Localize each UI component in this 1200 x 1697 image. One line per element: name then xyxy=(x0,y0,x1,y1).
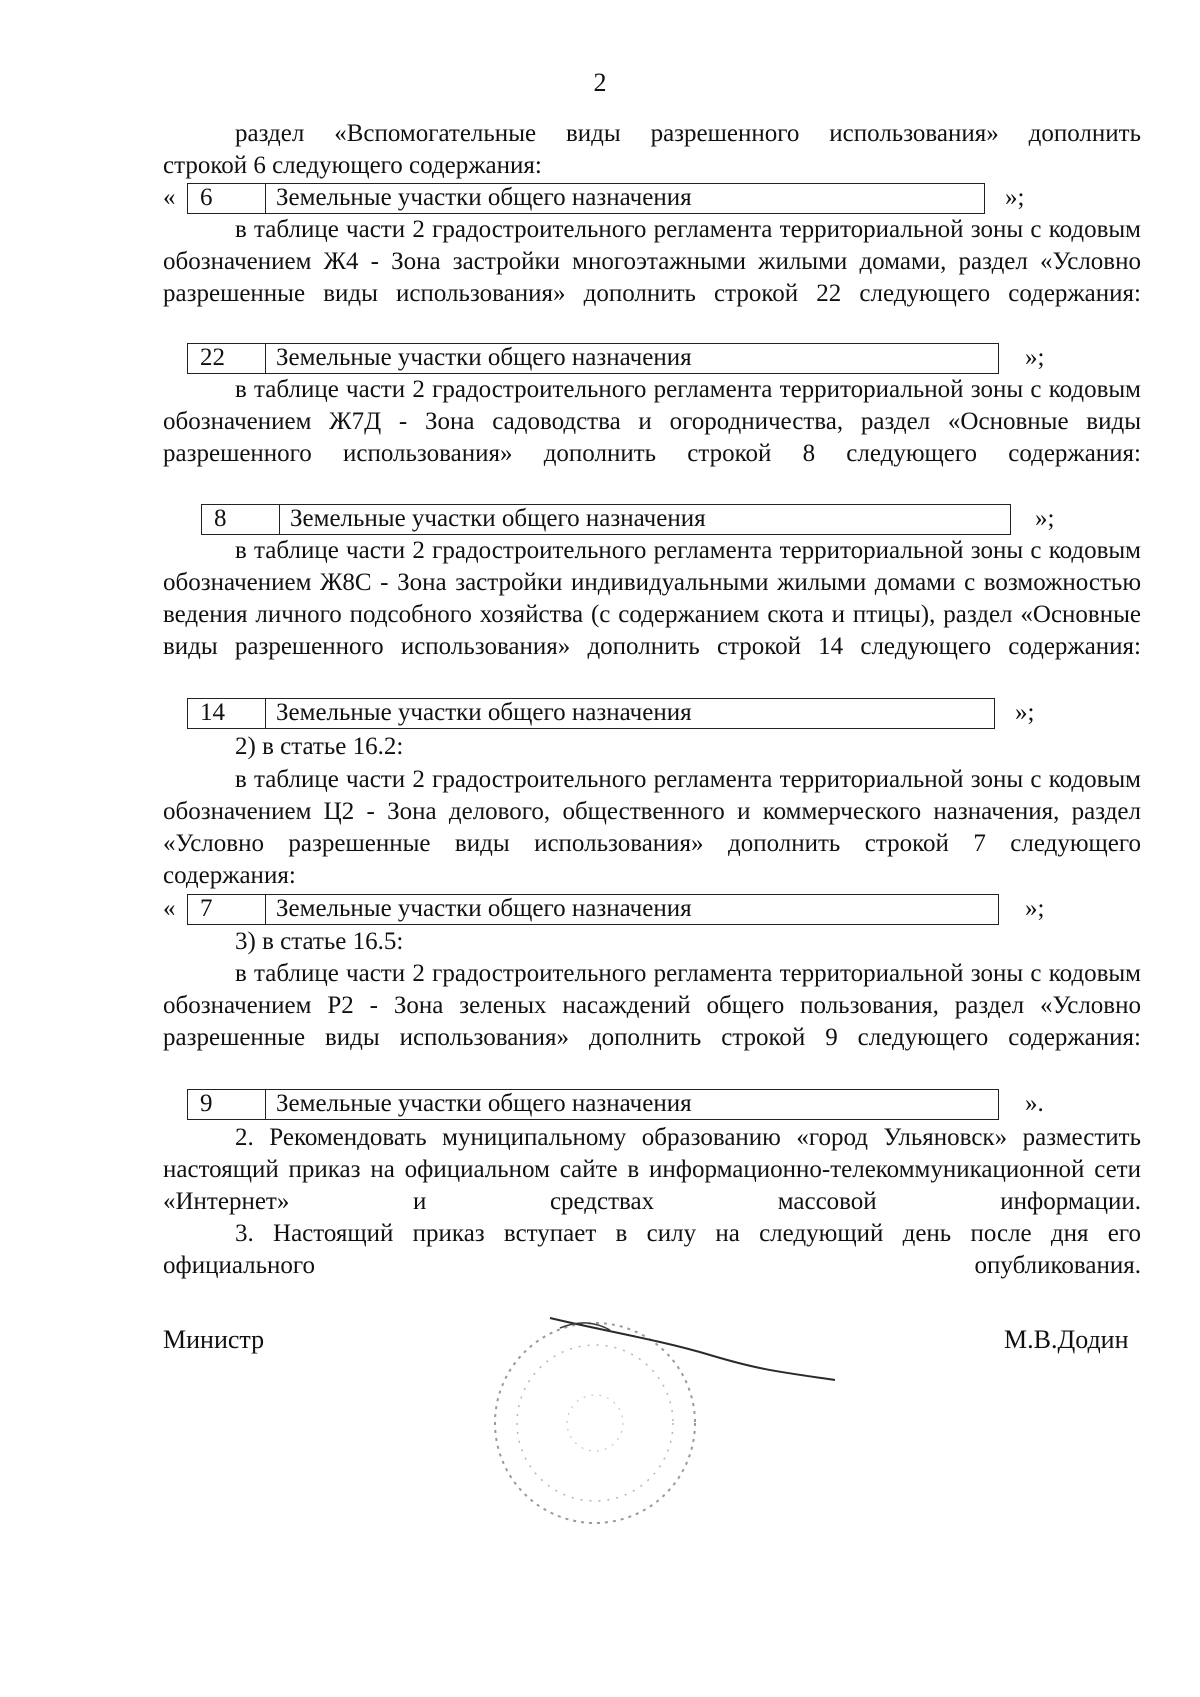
close-quote: »; xyxy=(1005,184,1025,211)
signature-name: М.В.Додин xyxy=(1004,1325,1129,1354)
row-text: Земельные участки общего назначения xyxy=(276,895,692,922)
table-row xyxy=(163,894,1063,927)
row-number: 7 xyxy=(188,895,266,924)
paragraph-5: в таблице части 2 градостроительного регламента территориальной зоны с кодовым обозначением Ц2 - Зона делового, общественного и коммерческого назначения, раздел «Условно разрешенные виды использования» дополнить строкой 7 следующего содержания: xyxy=(163,766,1141,889)
close-quote: »; xyxy=(1015,699,1035,726)
close-quote: »; xyxy=(1025,895,1045,922)
paragraph-8: 3. Настоящий приказ вступает в силу на следующий день после дня его официального опубликования. xyxy=(163,1220,1141,1279)
table-row xyxy=(163,1089,1063,1122)
table-row xyxy=(163,183,1063,216)
row-text: Земельные участки общего назначения xyxy=(290,505,706,532)
table-row xyxy=(163,698,1063,731)
close-quote: »; xyxy=(1035,505,1055,532)
paragraph-2: в таблице части 2 градостроительного регламента территориальной зоны с кодовым обозначением Ж4 - Зона застройки многоэтажными жилыми домами, раздел «Условно разрешенные виды использования» дополнить строкой 22 следующего содержания: xyxy=(163,216,1141,307)
signature-position: Министр xyxy=(163,1325,265,1354)
paragraph-6: в таблице части 2 градостроительного регламента территориальной зоны с кодовым обозначением Р2 - Зона зеленых насаждений общего пользования, раздел «Условно разрешенные виды использования» дополнить строкой 9 следующего содержания: xyxy=(163,960,1141,1051)
row-number: 9 xyxy=(188,1090,266,1119)
row-text: Земельные участки общего назначения xyxy=(276,1090,692,1117)
table-row xyxy=(163,504,1063,537)
close-quote: ». xyxy=(1025,1090,1044,1117)
row-box xyxy=(187,894,999,925)
section-3-heading: 3) в статье 16.5: xyxy=(235,928,404,955)
paragraph-3: в таблице части 2 градостроительного регламента территориальной зоны с кодовым обозначением Ж7Д - Зона садоводства и огородничества, раздел «Основные виды разрешенного использования» дополнить строкой 8 следующего содержания: xyxy=(163,376,1141,467)
handwritten-signature-icon xyxy=(540,1300,840,1390)
close-quote: »; xyxy=(1025,344,1045,371)
table-row xyxy=(163,343,1063,376)
row-box xyxy=(187,698,995,729)
row-box xyxy=(187,343,999,374)
paragraph-4: в таблице части 2 градостроительного регламента территориальной зоны с кодовым обозначением Ж8С - Зона застройки индивидуальными жилыми домами с возможностью ведения личного подсобного хозяйства (с содержанием скота и птицы), раздел «Основные виды разрешенного использования» дополнить строкой 14 следующего содержания: xyxy=(163,537,1141,660)
paragraph-7: 2. Рекомендовать муниципальному образованию «город Ульяновск» разместить настоящий приказ на официальном сайте в информационно-телекоммуникационной сети «Интернет» и средствах массовой информации. xyxy=(163,1124,1141,1215)
row-text: Земельные участки общего назначения xyxy=(276,344,692,371)
paragraph-1-end: строкой 6 следующего содержания: xyxy=(163,152,542,179)
row-number: 22 xyxy=(188,344,266,373)
row-box xyxy=(187,1089,999,1120)
row-text: Земельные участки общего назначения xyxy=(276,184,692,211)
row-box xyxy=(201,504,1011,535)
row-box xyxy=(187,183,985,214)
section-2-heading: 2) в статье 16.2: xyxy=(235,733,404,760)
row-number: 8 xyxy=(202,505,280,534)
paragraph-1: раздел «Вспомогательные виды разрешенного использования» дополнить xyxy=(235,120,1141,147)
open-quote: « xyxy=(163,184,176,211)
open-quote: « xyxy=(163,895,176,922)
page-number: 2 xyxy=(593,68,607,97)
row-number: 14 xyxy=(188,699,266,728)
row-number: 6 xyxy=(188,184,266,213)
row-text: Земельные участки общего назначения xyxy=(276,699,692,726)
